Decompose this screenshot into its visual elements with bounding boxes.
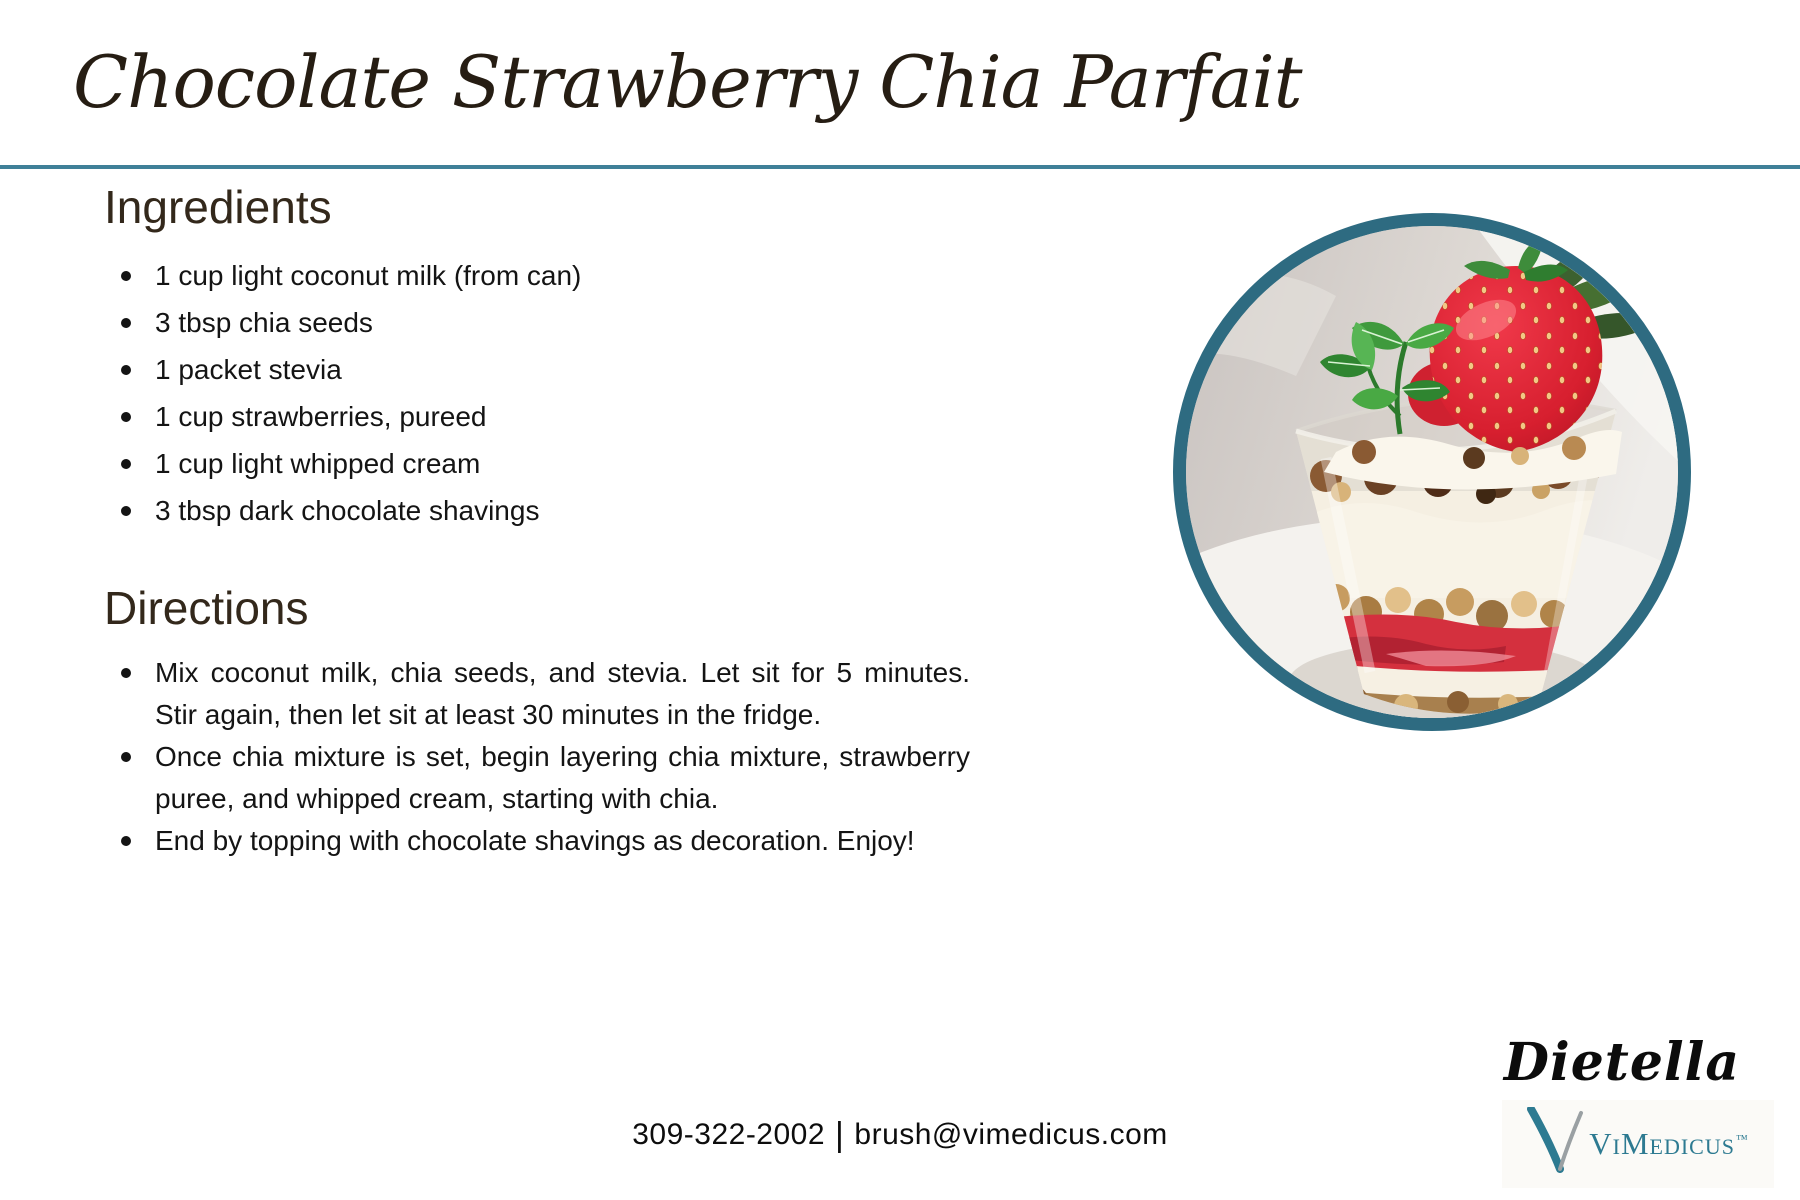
vimedicus-logo	[1502, 1100, 1774, 1188]
ingredients-heading: Ingredients	[104, 181, 332, 233]
accent-divider	[0, 165, 1800, 169]
ingredient-item: 1 cup strawberries, pureed	[112, 393, 581, 440]
vimedicus-wordmark: ViMedicus™	[1589, 1126, 1749, 1161]
ingredient-item: 1 cup light coconut milk (from can)	[112, 252, 581, 299]
directions-heading: Directions	[104, 582, 309, 634]
vimedicus-v-icon	[1527, 1107, 1585, 1173]
footer-separator: |	[835, 1116, 845, 1154]
phone-number: 309-322-2002	[632, 1118, 826, 1151]
page-title: Chocolate Strawberry Chia Parfait	[73, 40, 1302, 124]
directions-list	[112, 652, 970, 862]
ingredient-item: 1 packet stevia	[112, 346, 581, 393]
ingredient-item: 3 tbsp dark chocolate shavings	[112, 487, 581, 534]
parfait-photo	[1173, 213, 1691, 731]
trademark-symbol: ™	[1735, 1131, 1749, 1146]
ingredient-item: 3 tbsp chia seeds	[112, 299, 581, 346]
email-address: brush@vimedicus.com	[854, 1118, 1168, 1151]
ingredients-list	[112, 252, 581, 534]
ingredient-item: 1 cup light whipped cream	[112, 440, 581, 487]
parfait-illustration	[1186, 226, 1678, 718]
direction-item: Mix coconut milk, chia seeds, and stevia. Let sit for 5 minutes. Stir again, then let sit at least 30 minutes in the fridge.	[112, 652, 970, 736]
dietella-logo: Dietella	[1503, 1032, 1741, 1093]
direction-item: End by topping with chocolate shavings as decoration. Enjoy!	[112, 820, 970, 862]
direction-item: Once chia mixture is set, begin layering chia mixture, strawberry puree, and whipped cream, starting with chia.	[112, 736, 970, 820]
